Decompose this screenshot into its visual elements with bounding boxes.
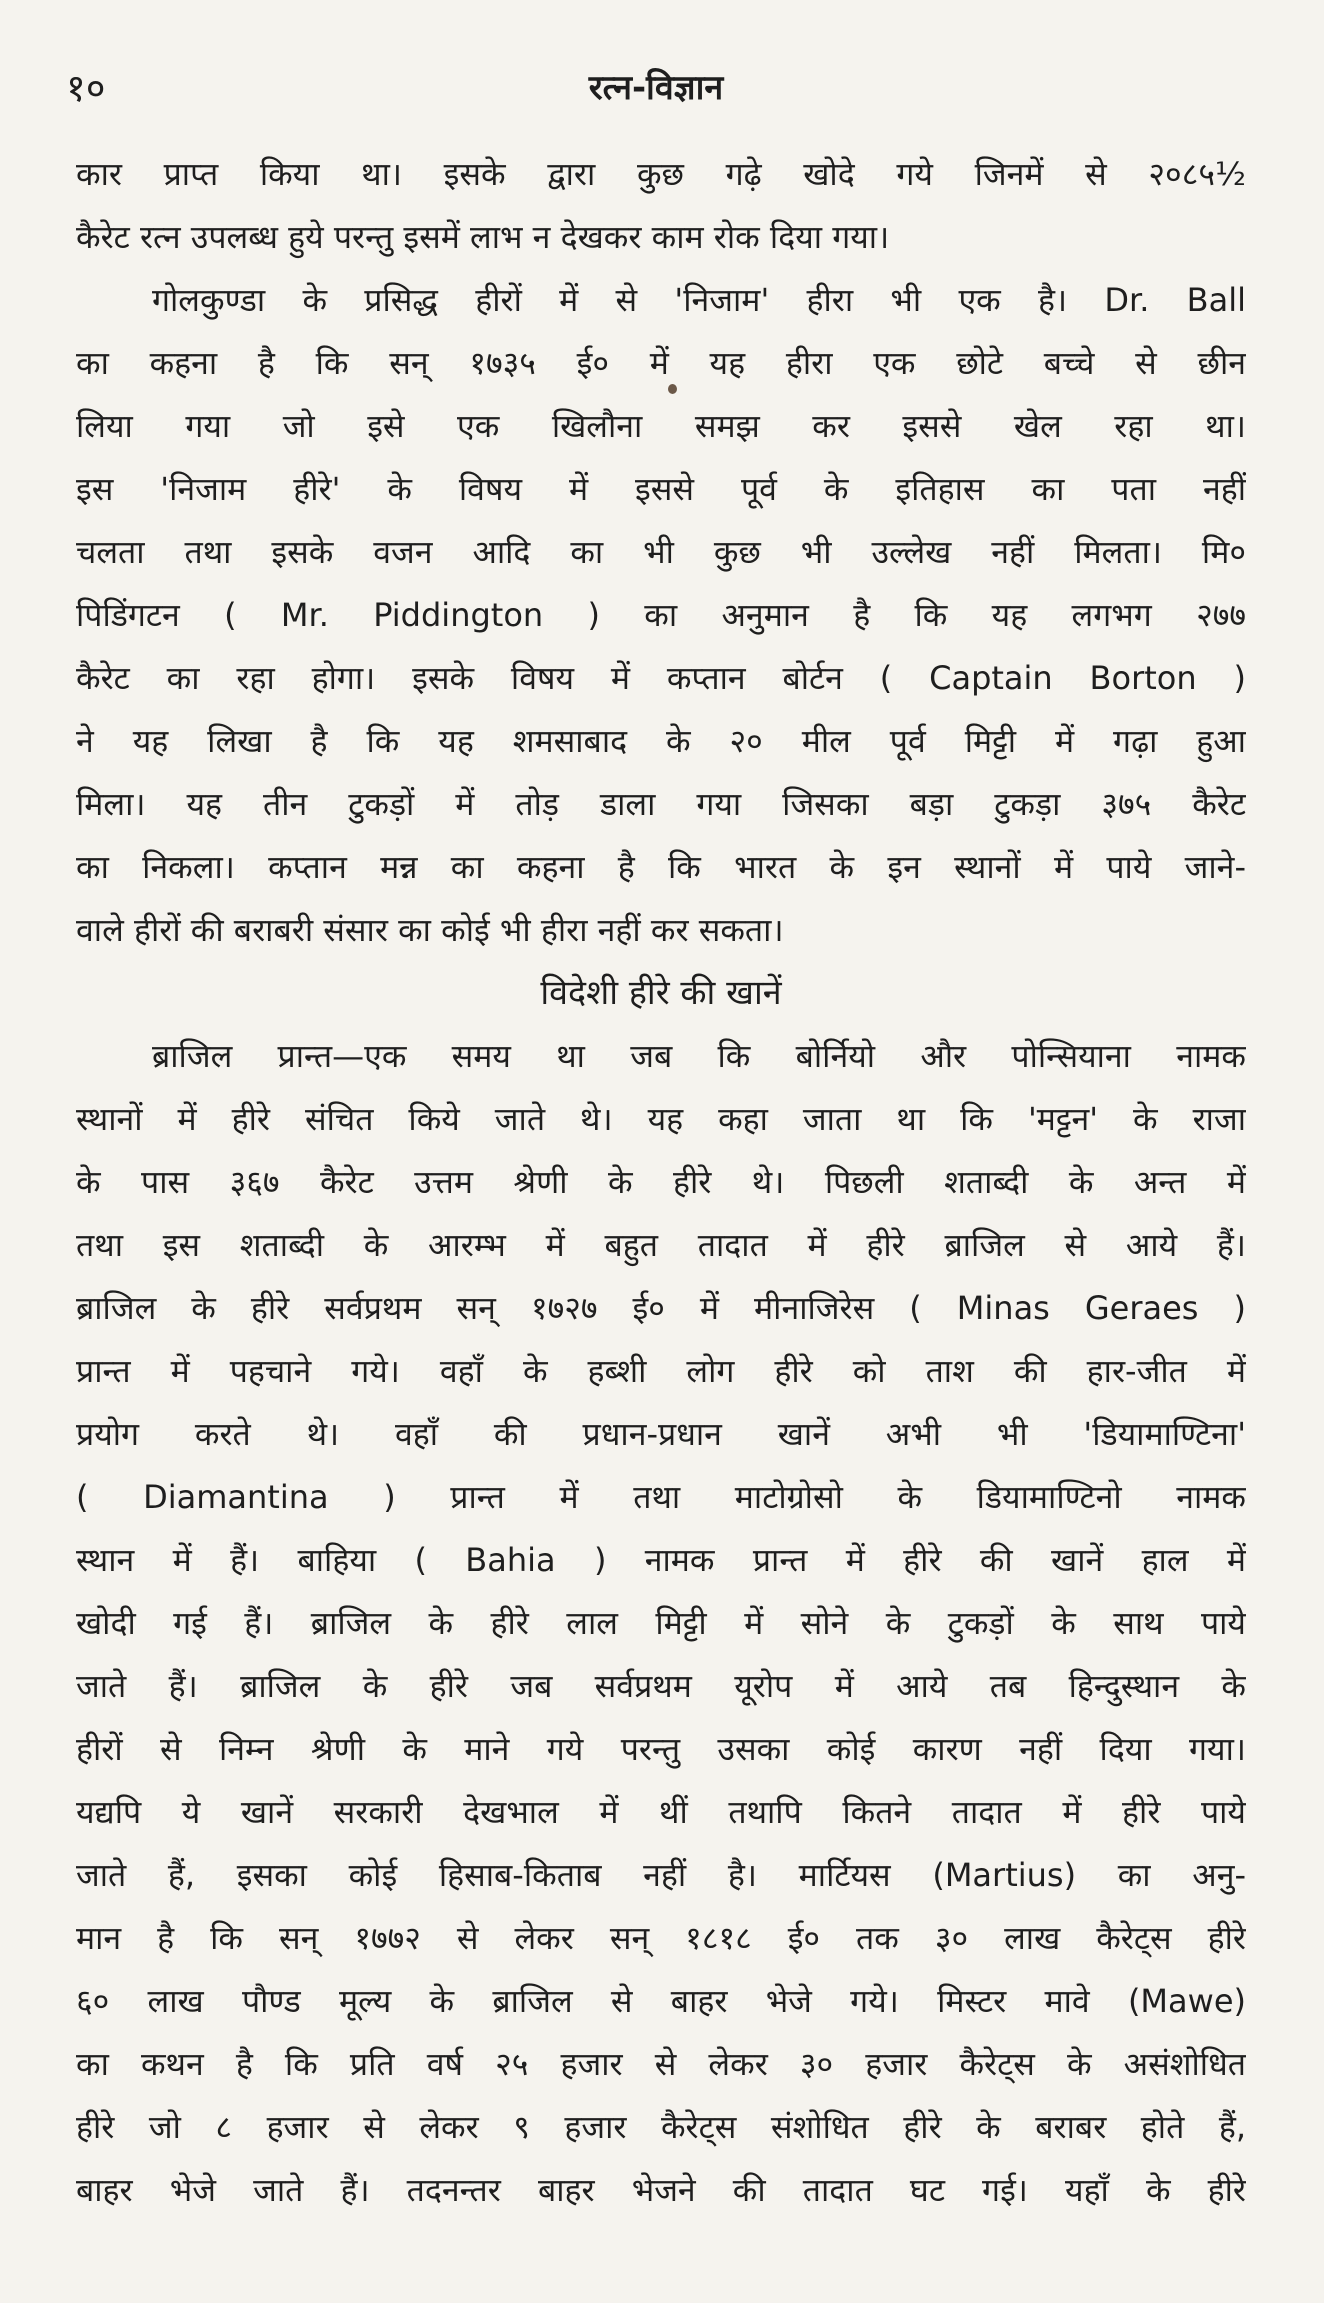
- text-line: चलता तथा इसके वजन आदि का भी कुछ भी उल्लेख नहीं मिलता। मि०: [76, 533, 1246, 571]
- text-line: इस 'निजाम हीरे' के विषय में इससे पूर्व के इतिहास का पता नहीं: [76, 470, 1246, 508]
- text-line: ( Diamantina ) प्रान्त में तथा माटोग्रोसो के डियामाण्टिनो नामक: [76, 1478, 1246, 1516]
- text-line: का कहना है कि सन् १७३५ ई० में यह हीरा एक छोटे बच्चे से छीन: [76, 344, 1246, 382]
- text-line: ने यह लिखा है कि यह शमसाबाद के २० मील पूर्व मिट्टी में गढ़ा हुआ: [76, 722, 1246, 760]
- text-line: स्थानों में हीरे संचित किये जाते थे। यह कहा जाता था कि 'मट्टन' के राजा: [76, 1100, 1246, 1138]
- text-line: के पास ३६७ कैरेट उत्तम श्रेणी के हीरे थे। पिछली शताब्दी के अन्त में: [76, 1163, 1246, 1201]
- text-line: हीरों से निम्न श्रेणी के माने गये परन्तु उसका कोई कारण नहीं दिया गया।: [76, 1730, 1246, 1768]
- text-line: मिला। यह तीन टुकड़ों में तोड़ डाला गया जिसका बड़ा टुकड़ा ३७५ कैरेट: [76, 785, 1246, 823]
- section-heading: विदेशी हीरे की खानें: [540, 973, 782, 1013]
- text-line: लिया गया जो इसे एक खिलौना समझ कर इससे खेल रहा था।: [76, 407, 1246, 445]
- text-line: पिडिंगटन ( Mr. Piddington ) का अनुमान है कि यह लगभग २७७: [76, 596, 1246, 634]
- page-number: १०: [66, 66, 106, 110]
- text-line: बाहर भेजे जाते हैं। तदनन्तर बाहर भेजने की तादात घट गई। यहाँ के हीरे: [76, 2171, 1246, 2209]
- text-line: हीरे जो ८ हजार से लेकर ९ हजार कैरेट्स संशोधित हीरे के बराबर होते हैं,: [76, 2108, 1246, 2146]
- text-line: वाले हीरों की बराबरी संसार का कोई भी हीरा नहीं कर सकता।: [76, 911, 784, 949]
- text-line: यद्यपि ये खानें सरकारी देखभाल में थीं तथापि कितने तादात में हीरे पाये: [76, 1793, 1246, 1831]
- body-text: [76, 143, 1246, 2222]
- text-line: प्रयोग करते थे। वहाँ की प्रधान-प्रधान खानें अभी भी 'डियामाण्टिना': [76, 1415, 1246, 1453]
- text-line: ब्राजिल के हीरे सर्वप्रथम सन् १७२७ ई० में मीनाजिरेस ( Minas Geraes ): [76, 1289, 1246, 1327]
- text-line: ब्राजिल प्रान्त—एक समय था जब कि बोर्नियो और पोन्सियाना नामक: [152, 1037, 1246, 1075]
- text-line: कैरेट रत्न उपलब्ध हुये परन्तु इसमें लाभ न देखकर काम रोक दिया गया।: [76, 218, 890, 256]
- text-line: का कथन है कि प्रति वर्ष २५ हजार से लेकर ३० हजार कैरेट्स के असंशोधित: [76, 2045, 1246, 2083]
- running-title: रत्न-विज्ञान: [588, 68, 724, 108]
- text-line: ६० लाख पौण्ड मूल्य के ब्राजिल से बाहर भेजे गये। मिस्टर मावे (Mawe): [76, 1982, 1246, 2020]
- text-line: तथा इस शताब्दी के आरम्भ में बहुत तादात में हीरे ब्राजिल से आये हैं।: [76, 1226, 1246, 1264]
- text-line: कार प्राप्त किया था। इसके द्वारा कुछ गढ़े खोदे गये जिनमें से २०८५½: [76, 155, 1246, 193]
- text-line: जाते हैं। ब्राजिल के हीरे जब सर्वप्रथम यूरोप में आये तब हिन्दुस्थान के: [76, 1667, 1246, 1705]
- page-header: [66, 58, 1246, 118]
- text-line: गोलकुण्डा के प्रसिद्ध हीरों में से 'निजाम' हीरा भी एक है। Dr. Ball: [152, 281, 1246, 319]
- text-line: स्थान में हैं। बाहिया ( Bahia ) नामक प्रान्त में हीरे की खानें हाल में: [76, 1541, 1246, 1579]
- text-line: खोदी गई हैं। ब्राजिल के हीरे लाल मिट्टी में सोने के टुकड़ों के साथ पाये: [76, 1604, 1246, 1642]
- text-line: का निकला। कप्तान मन्न का कहना है कि भारत के इन स्थानों में पाये जाने-: [76, 848, 1246, 886]
- text-line: मान है कि सन् १७७२ से लेकर सन् १८१८ ई० तक ३० लाख कैरेट्स हीरे: [76, 1919, 1246, 1957]
- text-line: कैरेट का रहा होगा। इसके विषय में कप्तान बोर्टन ( Captain Borton ): [76, 659, 1246, 697]
- text-line: जाते हैं, इसका कोई हिसाब-किताब नहीं है। मार्टियस (Martius) का अनु-: [76, 1856, 1246, 1894]
- text-line: प्रान्त में पहचाने गये। वहाँ के हब्शी लोग हीरे को ताश की हार-जीत में: [76, 1352, 1246, 1390]
